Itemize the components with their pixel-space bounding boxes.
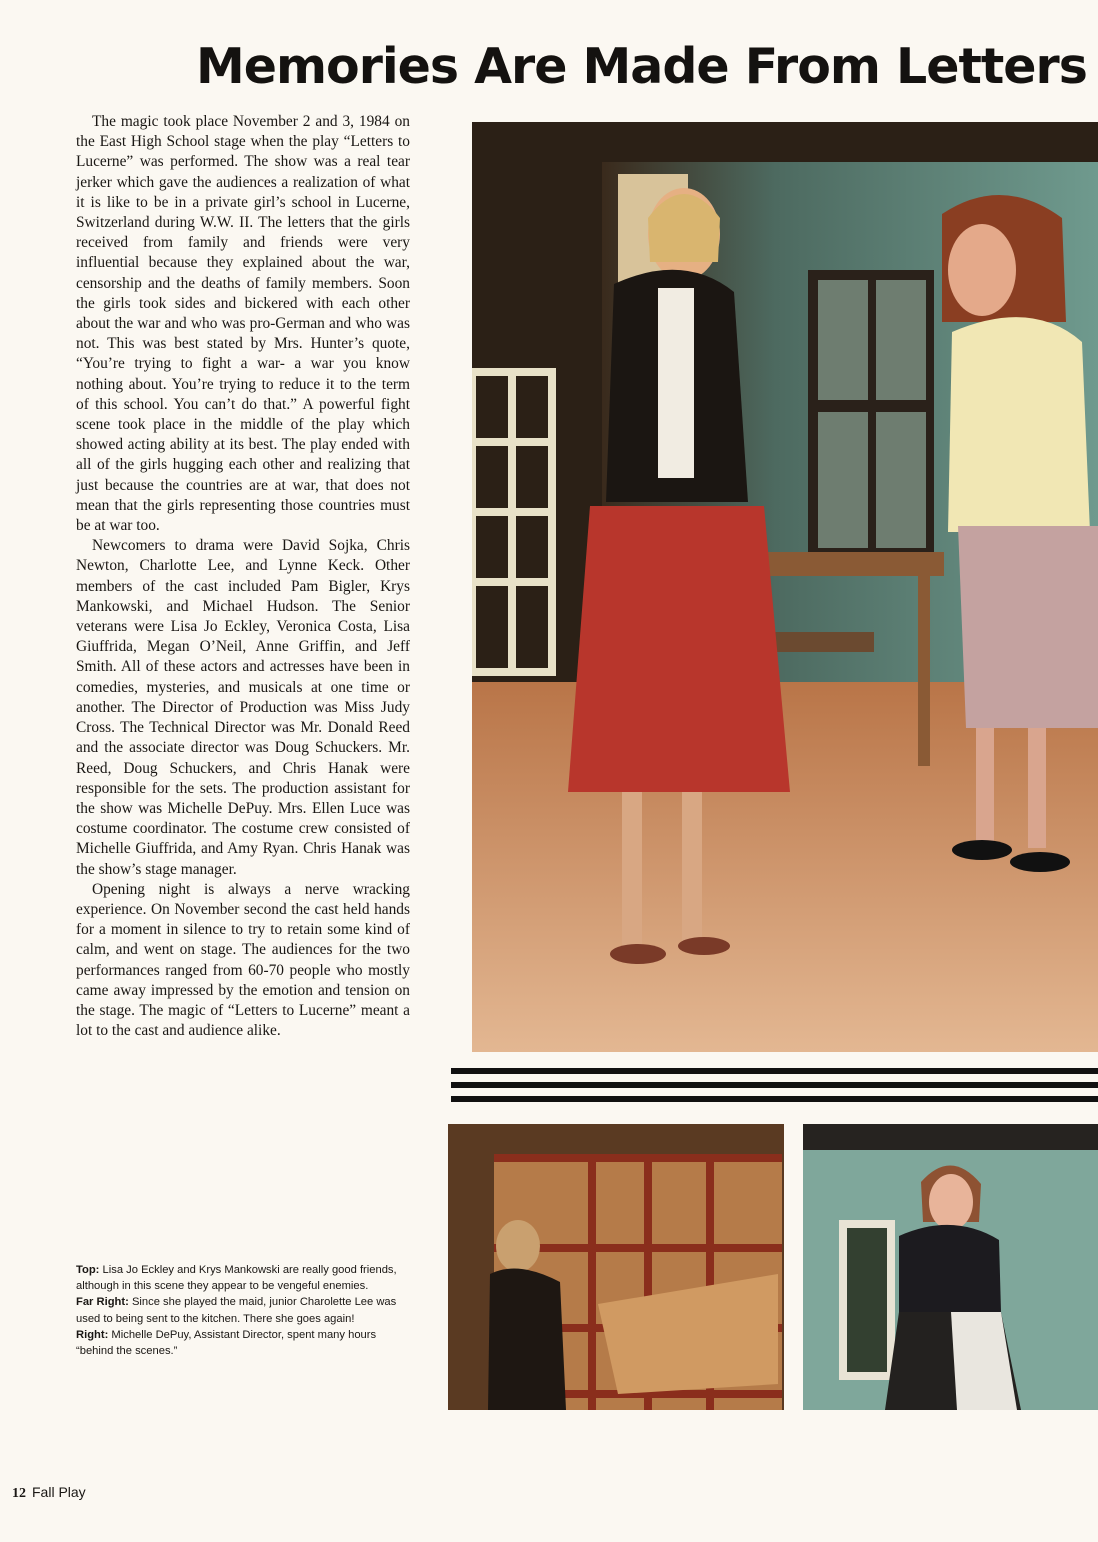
- valance: [803, 1124, 1098, 1150]
- caption-top: [76, 1262, 410, 1294]
- caption-label: Far Right:: [76, 1296, 129, 1309]
- maid-photo: [803, 1124, 1098, 1410]
- photo-captions: [76, 1262, 410, 1359]
- divider-rules: [451, 1068, 1098, 1110]
- divider-rule: [451, 1068, 1098, 1074]
- page-title: Memories Are Made From Letters: [196, 38, 1087, 95]
- article-paragraph: The magic took place November 2 and 3, 1984 on the East High School stage when the play “Letters to Lucerne” was performed. The show was a real tear jerker which gave the audiences a realization of what it is like to be in a private girl’s school in Lucerne, Switzerland during W.W. II. The letters that the girls received from family and friends were very influential because they explained about the war, censorship and the deaths of family members. Soon the girls took sides and bickered with each other about the war and who was pro-German and who was not. This was best stated by Mrs. Hunter’s quote, “You’re trying to fight a war- a war you know nothing about. You’re trying to reduce it to the term of this school. You can’t do that.” A powerful fight scene took place in the middle of the play which showed acting ability at its best. The play ended with all of the girls hugging each other and realizing that just because the countries are at war, that does not mean that the girls representing those countries must be at war too.: [76, 113, 410, 535]
- main-stage-photo: [472, 122, 1098, 1052]
- caption-label: Top:: [76, 1264, 100, 1276]
- caption-far-right: [76, 1294, 410, 1326]
- stage-window: [808, 270, 934, 560]
- section-name: Fall Play: [32, 1484, 86, 1500]
- page-number: 12: [12, 1486, 26, 1501]
- caption-text: Since she played the maid, junior Charolette Lee was used to being sent to the kitchen. There she goes again!: [76, 1296, 397, 1325]
- article-body: [76, 112, 410, 1041]
- divider-rule: [451, 1096, 1098, 1102]
- page-footer: [12, 1484, 86, 1502]
- behind-scenes-photo: [448, 1124, 784, 1410]
- article-paragraph: Opening night is always a nerve wracking experience. On November second the cast held hands for a moment in silence to try to retain some kind of calm, and went on stage. The audiences for the two performances ranged from 60-70 people who mostly came away impressed by the emotion and tension on the stage. The magic of “Letters to Lucerne” meant a lot to the cast and audience alike.: [76, 880, 410, 1040]
- window-glass: [847, 1228, 887, 1372]
- caption-right: [76, 1327, 410, 1359]
- caption-label: Right:: [76, 1328, 109, 1341]
- caption-text: Lisa Jo Eckley and Krys Mankowski are really good friends, although in this scene they appear to be vengeful enemies.: [76, 1264, 397, 1293]
- caption-text: Michelle DePuy, Assistant Director, spent many hours “behind the scenes.”: [76, 1328, 377, 1358]
- divider-rule: [451, 1082, 1098, 1088]
- article-paragraph: Newcomers to drama were David Sojka, Chris Newton, Charlotte Lee, and Lynne Keck. Other members of the cast included Pam Bigler, Krys Mankowski, and Michael Hudson. The Senior veterans were Lisa Jo Eckley, Veronica Costa, Lisa Giuffrida, Megan O’Neil, Anne Griffin, and Jeff Smith. All of these actors and actresses have been in comedies, mysteries, and musicals at one time or another. The Director of Production was Miss Judy Cross. The Technical Director was Mr. Donald Reed and the associate director was Doug Schuckers. Mr. Reed, Doug Schuckers, and Chris Hanak were responsible for the sets. The production assistant for the show was Michelle DePuy. Mrs. Ellen Luce was costume coordinator. The costume crew consisted of Michelle Giuffrida, and Amy Ryan. Chris Hanak was the show’s stage manager.: [76, 537, 410, 878]
